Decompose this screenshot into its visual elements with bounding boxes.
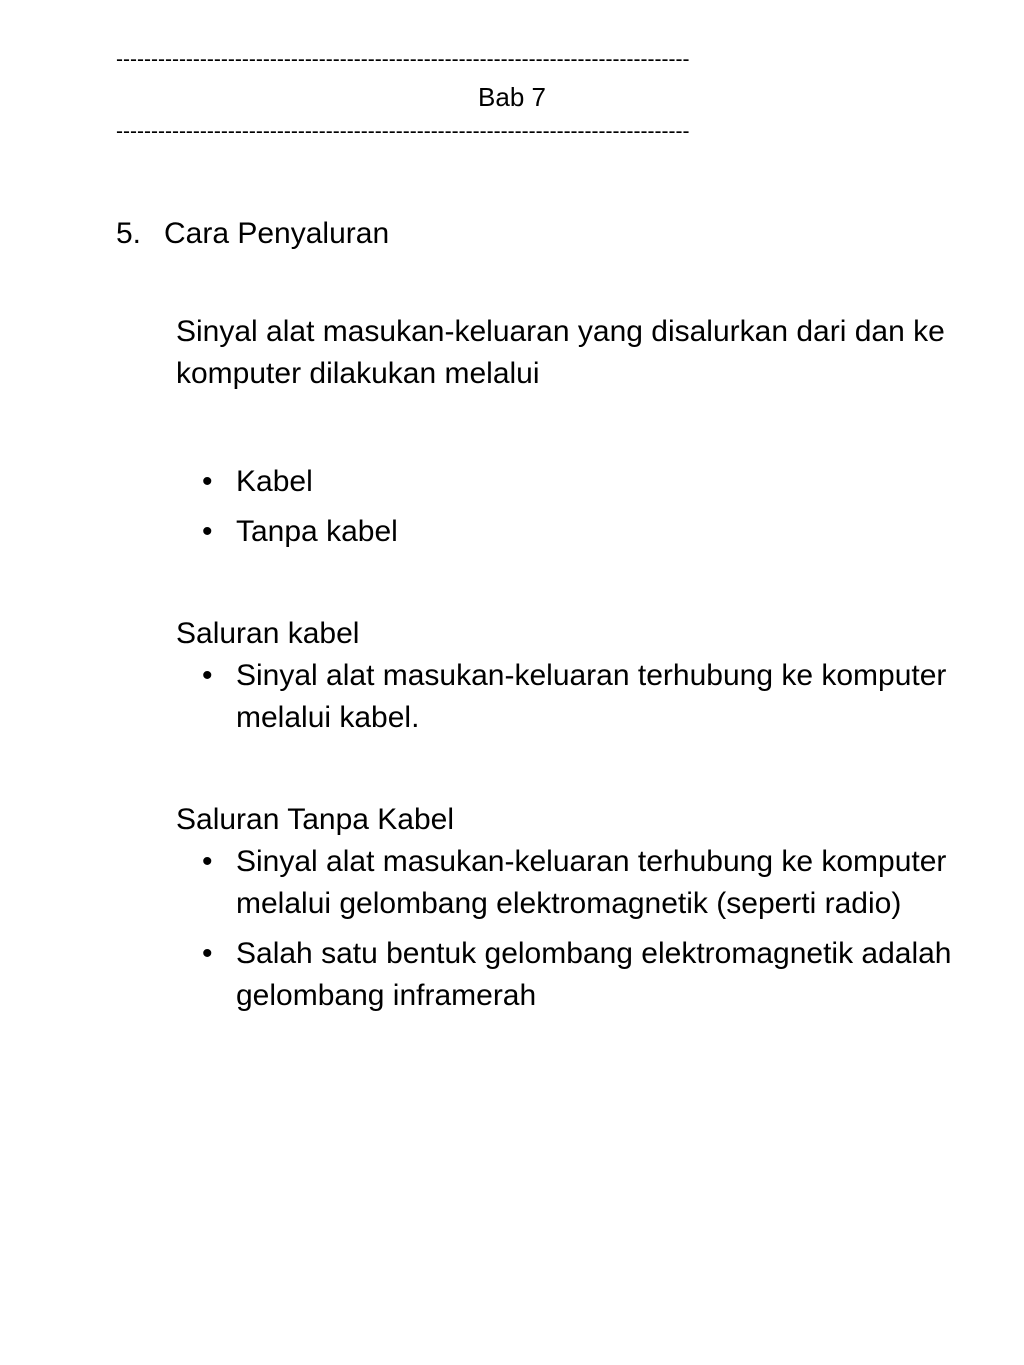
header-rule-bottom: ---------------------------------------------------------------------------------- [116, 120, 690, 143]
section-title: Cara Penyaluran [164, 217, 390, 250]
intro-bullet-list [176, 461, 966, 553]
cable-bullet-list [176, 655, 966, 739]
bullet-icon: • [202, 515, 213, 548]
list-item [176, 655, 966, 739]
bullet-icon: • [202, 659, 213, 692]
list-item-text: Sinyal alat masukan-keluaran terhubung ke komputer melalui gelombang elektromagnetik (seperti radio) [236, 845, 947, 920]
list-item-text: Salah satu bentuk gelombang elektromagnetik adalah gelombang inframerah [236, 937, 952, 1012]
wireless-heading: Saluran Tanpa Kabel [176, 803, 454, 836]
list-item [176, 461, 966, 503]
bullet-icon: • [202, 465, 213, 498]
list-item [176, 511, 966, 553]
list-item-text: Tanpa kabel [236, 515, 398, 548]
wireless-bullet-list [176, 841, 966, 1017]
chapter-title: Bab 7 [478, 82, 546, 112]
header-rule-top: ---------------------------------------------------------------------------------- [116, 48, 690, 71]
section-number: 5. [116, 217, 142, 250]
cable-heading: Saluran kabel [176, 617, 360, 650]
bullet-icon: • [202, 845, 213, 878]
bullet-icon: • [202, 937, 213, 970]
list-item [176, 933, 966, 1017]
slide-content [176, 311, 966, 1025]
intro-paragraph: Sinyal alat masukan-keluaran yang disalurkan dari dan ke komputer dilakukan melalui [176, 315, 945, 390]
list-item [176, 841, 966, 925]
section-heading [116, 214, 389, 254]
list-item-text: Kabel [236, 465, 313, 498]
list-item-text: Sinyal alat masukan-keluaran terhubung ke komputer melalui kabel. [236, 659, 947, 734]
